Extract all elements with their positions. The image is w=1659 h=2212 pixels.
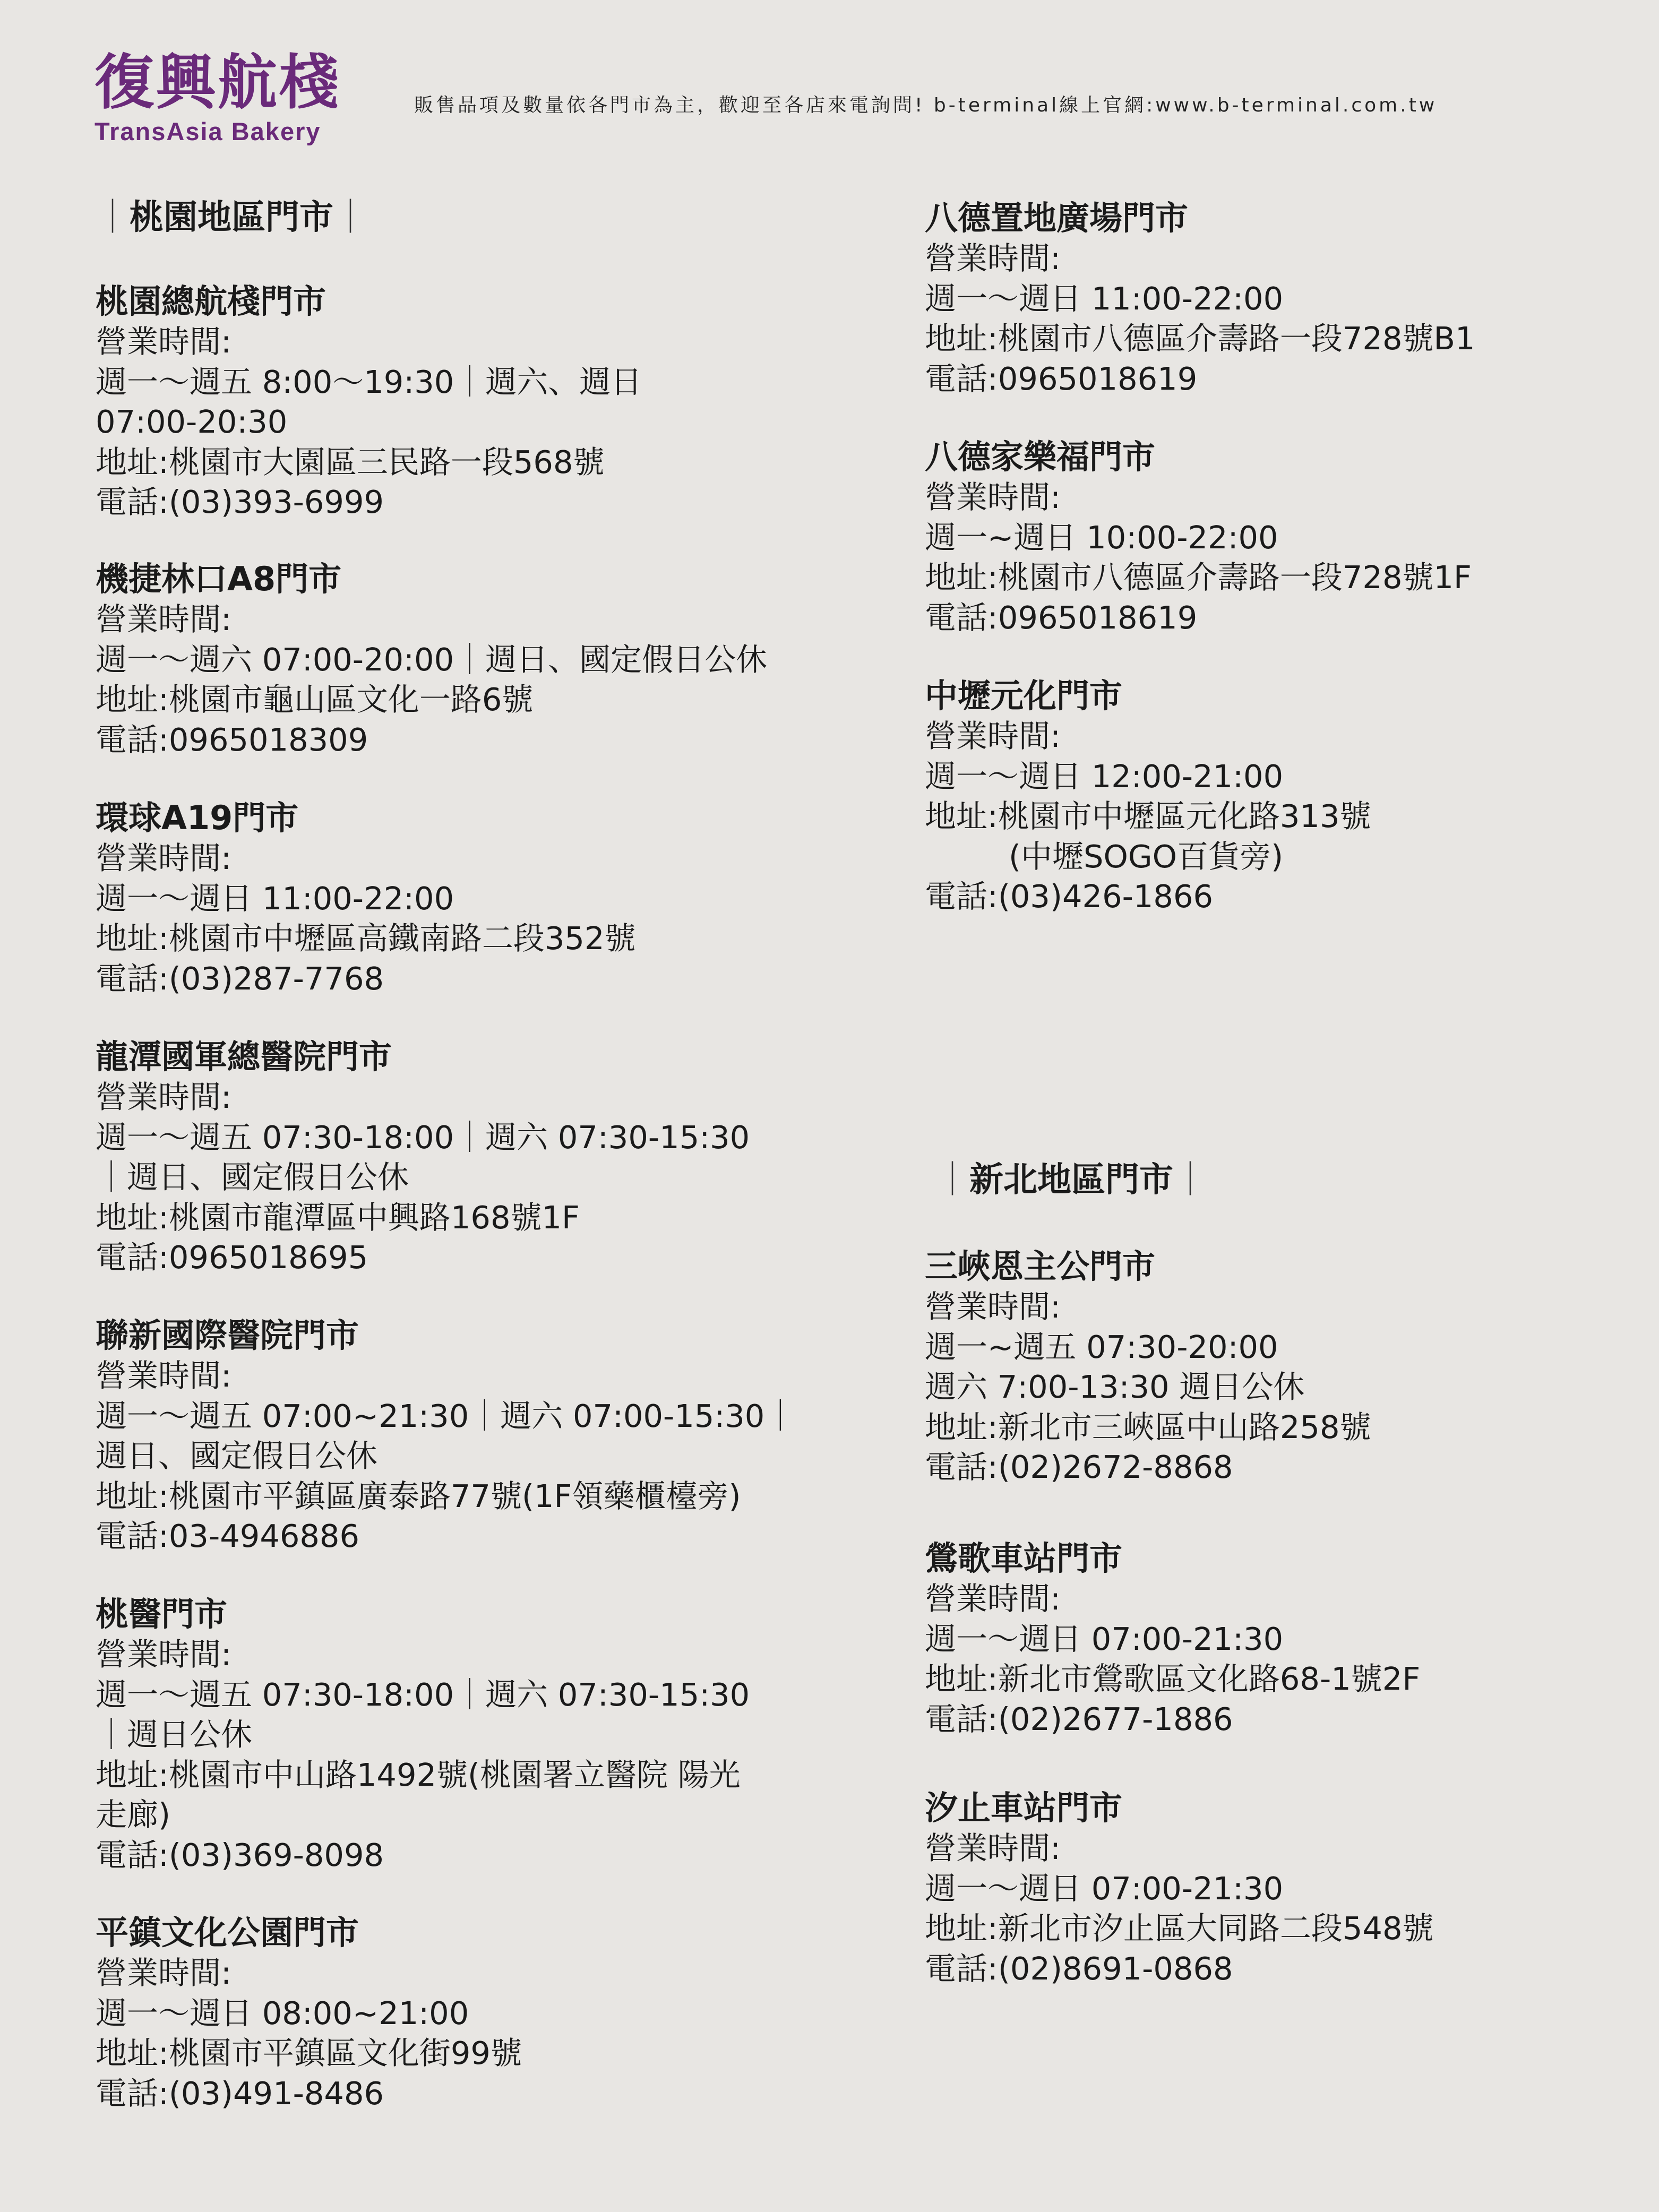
region-heading-taoyuan: [96, 196, 367, 239]
hours-label: 營業時間:: [96, 840, 231, 876]
hours-label: 營業時間:: [925, 718, 1061, 754]
hours-value: ｜週日公休: [96, 1716, 253, 1753]
address: 地址:新北市三峽區中山路258號: [925, 1408, 1371, 1445]
address: 地址:桃園市龍潭區中興路168號1F: [96, 1199, 580, 1236]
hours-label: 營業時間:: [96, 1955, 231, 1991]
hours-value: 週一～週六 07:00-20:00｜週日、國定假日公休: [96, 641, 768, 678]
brand-name-cn: 復興航棧: [94, 48, 341, 117]
region-title: 新北地區門市: [969, 1160, 1173, 1200]
store-card: [96, 559, 860, 760]
store-card: [96, 1315, 860, 1556]
store-name: 龍潭國軍總醫院門市: [96, 1037, 392, 1076]
region-heading-new-taipei: [935, 1159, 1207, 1201]
store-name: 中壢元化門市: [925, 676, 1123, 715]
store-card: [96, 798, 860, 999]
hours-value: 週一～週日 11:00-22:00: [925, 280, 1284, 317]
phone: 電話:03-4946886: [96, 1518, 360, 1554]
address: 地址:桃園市中壢區元化路313號: [925, 798, 1371, 834]
phone: 電話:0965018695: [96, 1239, 368, 1276]
hours-value: 週日、國定假日公休: [96, 1438, 378, 1474]
address: 地址:桃園市龜山區文化一路6號: [96, 681, 534, 718]
store-card: [925, 1246, 1615, 1487]
address: 地址:桃園市平鎮區文化街99號: [96, 2035, 522, 2071]
hours-value: 07:00-20:30: [96, 403, 288, 440]
hours-value: 週六 7:00-13:30 週日公休: [925, 1368, 1305, 1405]
hours-label: 營業時間:: [96, 601, 231, 638]
hours-label: 營業時間:: [925, 1580, 1061, 1617]
store-name: 平鎮文化公園門市: [96, 1913, 359, 1952]
store-card: [96, 1037, 860, 1278]
hours-value: 週一～週五 07:30-18:00｜週六 07:30-15:30: [96, 1676, 750, 1713]
phone: 電話:(02)2672-8868: [925, 1449, 1233, 1485]
hours-label: 營業時間:: [96, 1079, 231, 1115]
hours-value: 週一～週五 8:00～19:30｜週六、週日: [96, 363, 642, 400]
phone: 電話:(03)426-1866: [925, 878, 1214, 915]
phone: 電話:(02)2677-1886: [925, 1700, 1233, 1737]
store-name: 鶯歌車站門市: [925, 1539, 1123, 1578]
divider: ｜: [96, 198, 130, 237]
address: 地址:桃園市中山路1492號(桃園署立醫院 陽光: [96, 1756, 741, 1793]
phone: 電話:(03)393-6999: [96, 484, 384, 520]
store-name: 桃園總航棧門市: [96, 282, 326, 321]
hours-value: 週一~週五 07:30-20:00: [925, 1328, 1278, 1365]
address: 地址:桃園市平鎮區廣泰路77號(1F領藥櫃檯旁): [96, 1477, 741, 1514]
hours-label: 營業時間:: [925, 240, 1061, 277]
store-name: 聯新國際醫院門市: [96, 1316, 359, 1355]
store-name: 八德家樂福門市: [925, 437, 1156, 476]
phone: 電話:0965018619: [925, 599, 1198, 636]
address: 地址:新北市汐止區大同路二段548號: [925, 1910, 1434, 1947]
header-note: 販售品項及數量依各門市為主，歡迎至各店來電詢問! b-terminal線上官網:www.b-terminal.com.tw: [414, 94, 1438, 116]
divider: ｜: [935, 1160, 969, 1200]
address: 地址:桃園市中壢區高鐵南路二段352號: [96, 920, 636, 957]
hours-label: 營業時間:: [925, 1830, 1061, 1866]
hours-value: 週一～週日 07:00-21:30: [925, 1870, 1284, 1907]
brand-name-en: TransAsia Bakery: [94, 117, 321, 145]
store-name: 桃醫門市: [96, 1595, 228, 1633]
hours-label: 營業時間:: [96, 1357, 231, 1394]
store-name: 三峽恩主公門市: [925, 1247, 1156, 1286]
hours-value: 週一~週日 10:00-22:00: [925, 519, 1278, 556]
region-title: 桃園地區門市: [130, 198, 333, 237]
phone: 電話:(02)8691-0868: [925, 1950, 1233, 1987]
hours-value: 週一～週日 07:00-21:30: [925, 1620, 1284, 1657]
phone: 電話:0965018619: [925, 360, 1198, 397]
store-card: [925, 198, 1615, 399]
hours-value: 週一～週五 07:00~21:30｜週六 07:00-15:30｜: [96, 1397, 796, 1434]
phone: 電話:(03)491-8486: [96, 2075, 384, 2112]
divider: ｜: [333, 198, 367, 237]
address: 走廊): [96, 1796, 171, 1833]
store-card: [96, 281, 860, 522]
address: 地址:桃園市八德區介壽路一段728號B1: [925, 320, 1475, 357]
store-card: [96, 1594, 860, 1875]
hours-value: 週一～週日 12:00-21:00: [925, 758, 1284, 795]
hours-label: 營業時間:: [925, 479, 1061, 515]
hours-value: 週一～週日 11:00-22:00: [96, 880, 454, 917]
hours-value: 週一～週日 08:00~21:00: [96, 1994, 469, 2032]
hours-label: 營業時間:: [96, 1636, 231, 1673]
hours-label: 營業時間:: [96, 323, 231, 360]
hours-label: 營業時間:: [925, 1288, 1061, 1325]
store-card: [925, 676, 1615, 917]
divider: ｜: [1173, 1160, 1207, 1200]
store-name: 八德置地廣場門市: [925, 199, 1189, 237]
phone: 電話:(03)287-7768: [96, 960, 384, 997]
phone: 電話:(03)369-8098: [96, 1836, 384, 1873]
store-name: 機捷林口A8門市: [96, 560, 342, 598]
address: 地址:新北市鶯歌區文化路68-1號2F: [925, 1660, 1421, 1697]
phone: 電話:0965018309: [96, 721, 368, 758]
address: (中壢SOGO百貨旁): [1009, 838, 1284, 875]
store-card: [925, 437, 1615, 638]
store-card: [925, 1538, 1615, 1739]
store-name: 環球A19門市: [96, 798, 299, 837]
store-card: [925, 1788, 1615, 1989]
hours-value: ｜週日、國定假日公休: [96, 1159, 409, 1195]
brand-logo: [94, 48, 341, 146]
address: 地址:桃園市大園區三民路一段568號: [96, 443, 605, 480]
store-card: [96, 1913, 860, 2113]
address: 地址:桃園市八德區介壽路一段728號1F: [925, 559, 1472, 596]
store-name: 汐止車站門市: [925, 1788, 1123, 1827]
hours-value: 週一～週五 07:30-18:00｜週六 07:30-15:30: [96, 1118, 750, 1156]
